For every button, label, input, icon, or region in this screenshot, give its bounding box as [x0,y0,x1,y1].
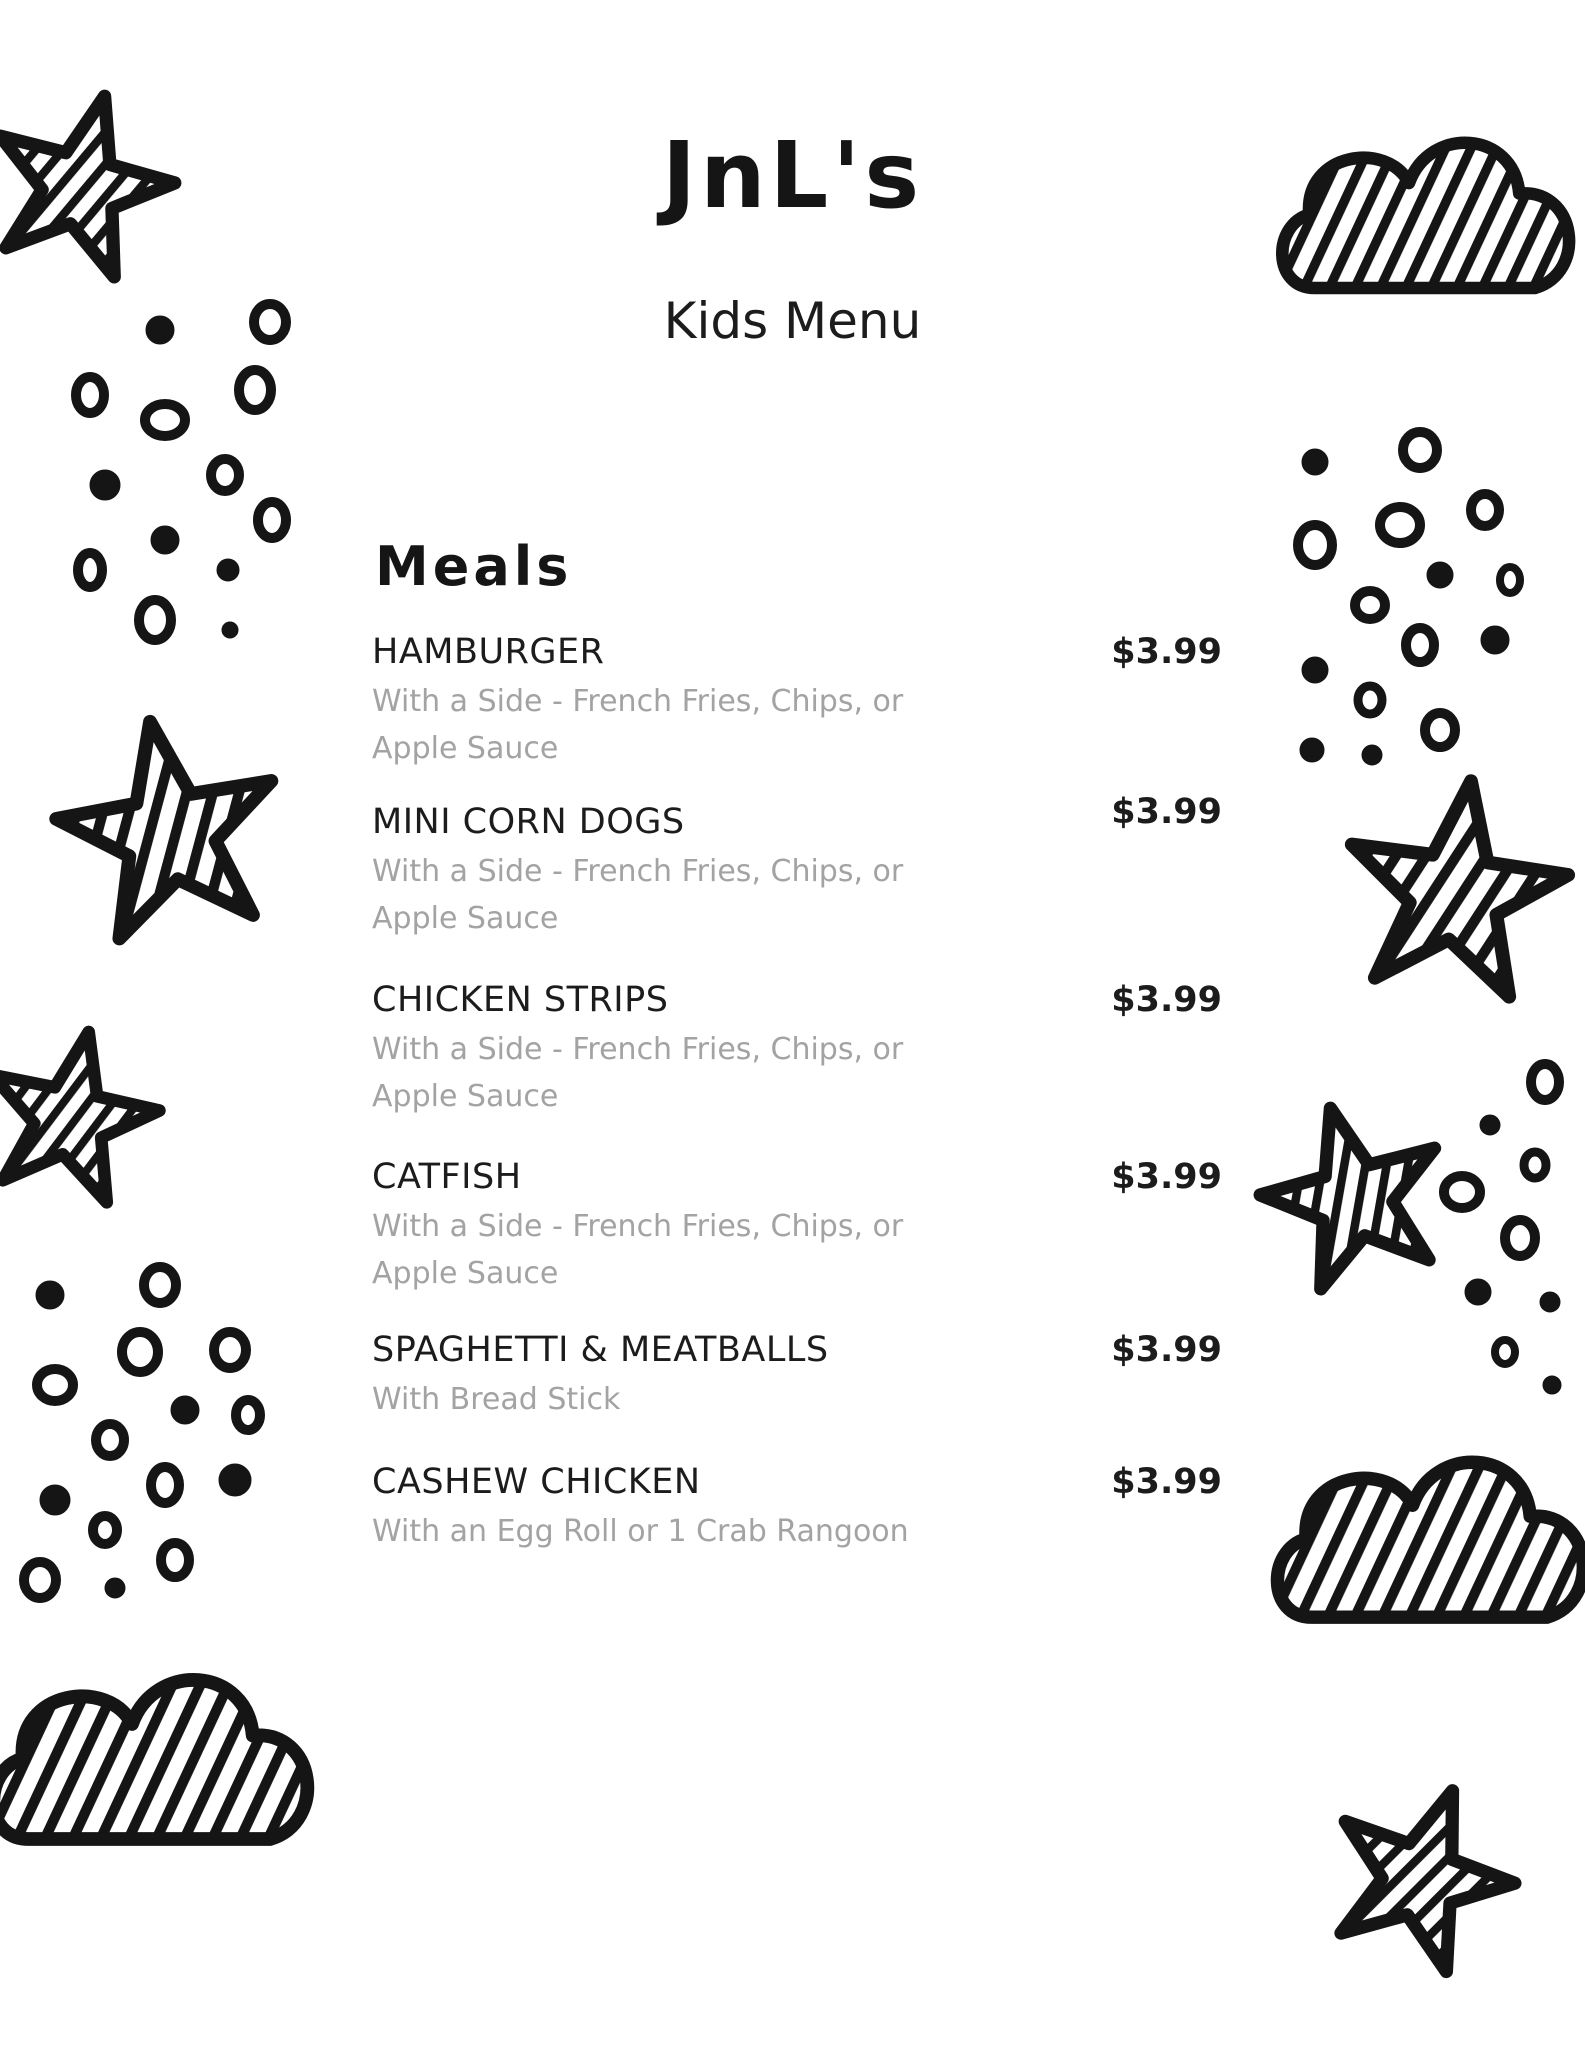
page-subtitle: Kids Menu [663,292,922,350]
star-icon [0,1014,172,1209]
item-price: $3.99 [1111,1330,1222,1370]
item-name: HAMBURGER [372,632,605,672]
page-title: JnL's [661,122,924,229]
item-price: $3.99 [1111,792,1222,832]
item-description: With a Side - French Fries, Chips, or Apple Sauce [372,684,904,766]
cloud-icon [1277,1462,1583,1617]
star-icon [1243,1085,1462,1298]
item-price: $3.99 [1111,1462,1222,1502]
item-description: With a Side - French Fries, Chips, or Apple Sauce [372,1032,904,1114]
cloud-icon [0,1680,307,1839]
item-price: $3.99 [1111,980,1222,1020]
item-description: With Bread Stick [372,1382,621,1417]
section-heading: Meals [375,535,573,598]
menu-item-cashew-chicken [372,1460,1222,1555]
item-name: CATFISH [372,1157,522,1197]
star-icon [1334,766,1579,1003]
item-description: With an Egg Roll or 1 Crab Rangoon [372,1514,909,1549]
item-name: CHICKEN STRIPS [372,980,669,1020]
menu-item-mini-corn-dogs [372,792,1222,942]
item-name: CASHEW CHICKEN [372,1462,701,1502]
item-price: $3.99 [1111,632,1222,672]
item-price: $3.99 [1111,1157,1222,1197]
item-description: With a Side - French Fries, Chips, or Apple Sauce [372,854,904,936]
item-description: With a Side - French Fries, Chips, or Apple Sauce [372,1209,904,1291]
menu-item-catfish [372,1155,1222,1297]
dots-pattern-icon [24,1267,260,1598]
dots-pattern-icon [1298,432,1520,765]
dots-pattern-icon [1444,1064,1561,1394]
dots-pattern-icon [76,304,286,640]
menu-item-hamburger [372,630,1222,772]
menu-item-spaghetti-meatballs [372,1328,1222,1423]
item-name: SPAGHETTI & MEATBALLS [372,1330,829,1370]
item-name: MINI CORN DOGS [372,802,685,842]
star-icon [42,703,293,946]
menu-item-chicken-strips [372,978,1222,1120]
star-icon [1309,1760,1537,1983]
